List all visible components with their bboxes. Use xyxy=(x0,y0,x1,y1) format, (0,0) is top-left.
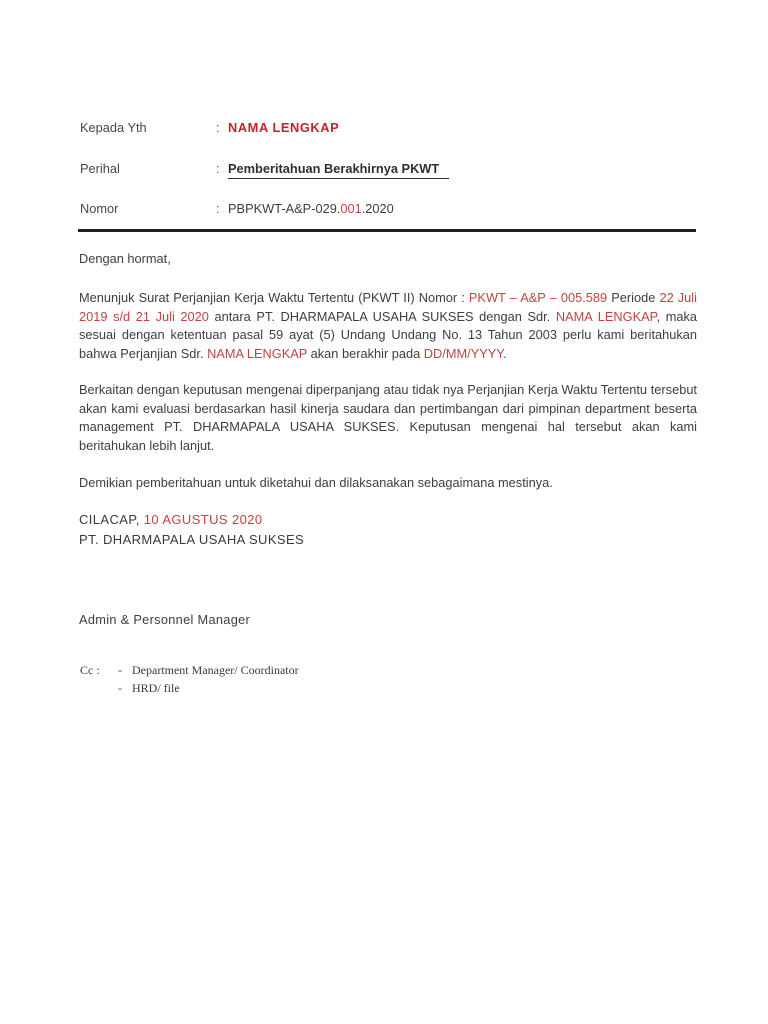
recipient-row xyxy=(80,120,698,136)
letter-date: 10 AGUSTUS 2020 xyxy=(143,512,263,527)
cc-item xyxy=(118,681,299,696)
text-segment: , maka sesuai dengan ketentuan pasal 59 ayat (5) Undang Undang No. 13 Tahun 2003 perlu kami beritahukan bahwa Perjanjian Sdr. xyxy=(79,308,697,361)
letter-number-suffix: .2020 xyxy=(361,201,394,216)
number-colon: : xyxy=(216,201,220,216)
signer-title: Admin & Personnel Manager xyxy=(79,612,251,627)
cc-item-dash: - xyxy=(118,663,122,677)
city: CILACAP, xyxy=(79,512,144,527)
cc-item-text: HRD/ file xyxy=(132,681,180,695)
recipient-label: Kepada Yth xyxy=(80,120,147,135)
cc-item-dash: - xyxy=(118,681,122,695)
salutation: Dengan hormat, xyxy=(79,251,171,266)
cc-items xyxy=(118,663,299,696)
recipient-colon: : xyxy=(216,120,220,135)
city-date-line xyxy=(79,511,697,530)
recipient-name: NAMA LENGKAP xyxy=(228,120,340,135)
subject-colon: : xyxy=(216,161,220,176)
letter-number-prefix: PBPKWT-A&P-029. xyxy=(228,201,341,216)
highlighted-text-segment: DD/MM/YYYY xyxy=(423,345,504,361)
closing-sentence: Demikian pemberitahuan untuk diketahui dan dilaksanakan sebagaimana mestinya. xyxy=(79,475,553,490)
subject-title: Pemberitahuan Berakhirnya PKWT xyxy=(228,161,449,179)
letter-number-highlight: 001 xyxy=(340,201,362,216)
letter-number xyxy=(228,201,698,217)
text-segment: Periode xyxy=(607,290,660,305)
highlighted-text-segment: PKWT – A&P – 005.589 xyxy=(468,290,608,305)
text-segment: antara PT. DHARMAPALA USAHA SUKSES dengan Sdr. xyxy=(208,308,556,324)
header-divider-rule xyxy=(78,229,696,232)
company-name: PT. DHARMAPALA USAHA SUKSES xyxy=(79,532,305,547)
text-segment: Menunjuk Surat Perjanjian Kerja Waktu Tertentu (PKWT II) Nomor : xyxy=(79,290,469,305)
subject-label: Perihal xyxy=(80,161,120,176)
cc-item-text: Department Manager/ Coordinator xyxy=(132,663,299,677)
highlighted-text-segment: 22 Juli 2019 s/d 21 Juli 2020 xyxy=(79,290,697,324)
number-label: Nomor xyxy=(80,201,119,216)
paragraph-reference xyxy=(79,289,697,363)
cc-block xyxy=(80,663,299,696)
highlighted-text-segment: NAMA LENGKAP xyxy=(555,308,657,324)
number-row xyxy=(80,201,698,217)
cc-label: Cc : xyxy=(80,663,100,677)
text-segment: . xyxy=(503,345,507,361)
cc-item xyxy=(118,663,299,678)
highlighted-text-segment: NAMA LENGKAP xyxy=(207,345,308,361)
text-segment: akan berakhir pada xyxy=(307,345,424,361)
paragraph-evaluation: Berkaitan dengan keputusan mengenai diperpanjang atau tidak nya Perjanjian Kerja Waktu Tertentu tersebut akan kami evaluasi berdasarkan hasil kinerja saudara dan pertimbangan dari pimpinan department beserta management PT. DHARMAPALA USAHA SUKSES. Keputusan mengenai hal tersebut akan kami beritahukan lebih lanjut. xyxy=(79,382,697,453)
subject-row xyxy=(80,161,698,179)
